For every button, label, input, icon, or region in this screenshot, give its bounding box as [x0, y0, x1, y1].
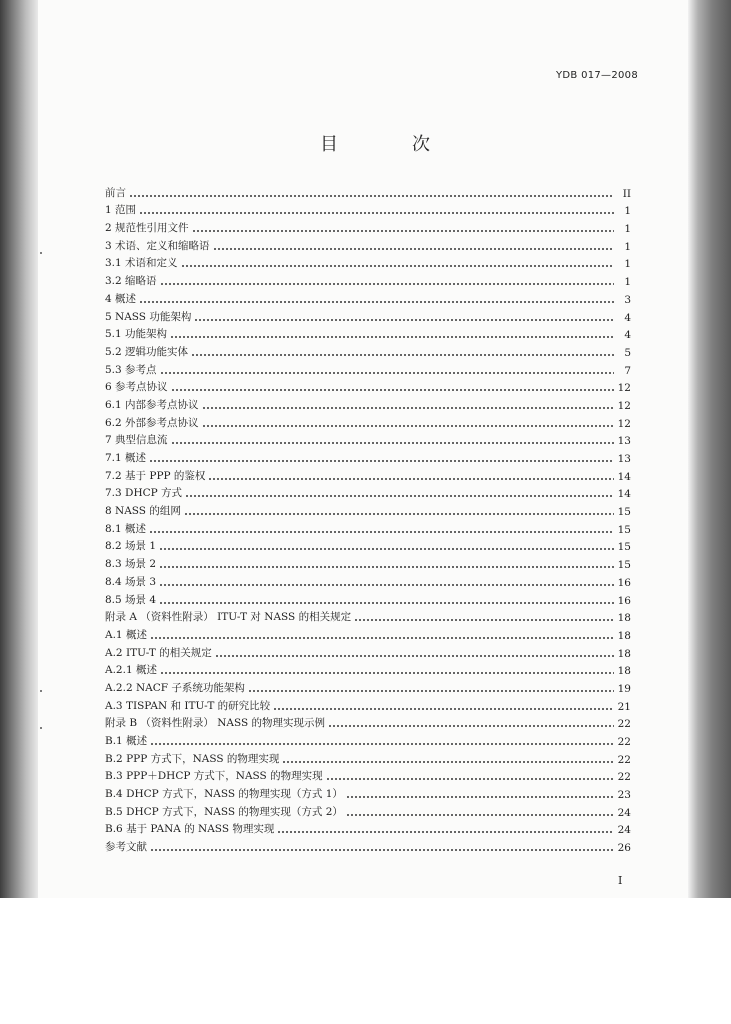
toc-entry-page: 7	[624, 364, 631, 377]
toc-entry-label: 7.2 基于 PPP 的鉴权	[105, 469, 206, 482]
toc-entry-page: 24	[617, 806, 631, 819]
scan-speck	[40, 252, 42, 254]
toc-leader-dots	[202, 407, 614, 409]
toc-leader-dots	[185, 495, 614, 497]
toc-leader-dots	[159, 548, 614, 550]
toc-leader-dots	[328, 725, 614, 727]
toc-entry	[105, 483, 631, 501]
toc-entry-page: 19	[617, 682, 631, 695]
toc-entry-page: 22	[617, 736, 631, 748]
scan-speck	[40, 690, 42, 692]
toc-leader-dots	[160, 372, 614, 374]
scan-shadow-left	[0, 0, 38, 898]
toc-entry-page: 12	[617, 399, 631, 412]
toc-entry-page: 22	[617, 718, 631, 731]
table-of-contents	[105, 182, 631, 854]
toc-entry-page: 15	[617, 559, 631, 572]
toc-entry-page: 18	[617, 665, 631, 678]
toc-entry-label: B.4 DHCP 方式下，NASS 的物理实现（方式 1）	[105, 788, 343, 801]
toc-leader-dots	[273, 708, 614, 710]
toc-entry-label: 6 参考点协议	[105, 381, 168, 394]
toc-entry-page: 15	[617, 506, 631, 519]
toc-entry	[105, 642, 631, 660]
toc-entry-label: 7.3 DHCP 方式	[105, 487, 183, 500]
toc-entry	[105, 624, 631, 642]
title-char-2: 次	[412, 134, 430, 155]
toc-entry-label: A.3 TISPAN 和 ITU-T 的研究比较	[105, 699, 271, 712]
toc-leader-dots	[192, 230, 614, 232]
toc-entry	[105, 589, 631, 607]
toc-entry-label: B.3 PPP＋DHCP 方式下，NASS 的物理实现	[105, 770, 323, 783]
toc-entry	[105, 306, 631, 324]
toc-entry-page: 1	[624, 223, 631, 236]
toc-entry	[105, 182, 631, 200]
toc-entry-label: B.5 DHCP 方式下，NASS 的物理实现（方式 2）	[105, 805, 343, 818]
toc-leader-dots	[159, 584, 614, 586]
toc-entry	[105, 447, 631, 465]
toc-entry-label: 5.2 逻辑功能实体	[105, 345, 189, 358]
toc-leader-dots	[184, 513, 614, 515]
toc-leader-dots	[160, 283, 614, 285]
toc-entry	[105, 270, 631, 288]
toc-entry-label: 6.1 内部参考点协议	[105, 398, 199, 411]
toc-entry-label: 8.5 场景 4	[105, 593, 157, 606]
toc-entry-label: A.1 概述	[105, 628, 147, 641]
toc-entry-label: 6.2 外部参考点协议	[105, 416, 199, 429]
toc-entry-label: 附录 B （资料性附录） NASS 的物理实现示例	[105, 717, 326, 730]
toc-leader-dots	[171, 389, 614, 391]
toc-entry-page: 1	[624, 240, 631, 253]
toc-entry-page: 12	[617, 417, 631, 430]
toc-leader-dots	[150, 743, 614, 745]
toc-entry	[105, 571, 631, 589]
toc-entry-label: A.2.1 概述	[105, 664, 157, 677]
toc-entry-page: 22	[617, 753, 631, 766]
toc-entry-page: 18	[617, 629, 631, 642]
toc-entry-label: 7.1 概述	[105, 452, 147, 464]
toc-leader-dots	[181, 265, 614, 267]
toc-leader-dots	[194, 319, 614, 321]
scan-shadow-right	[688, 0, 731, 898]
toc-leader-dots	[282, 761, 614, 763]
toc-entry-label: 4 概述	[105, 292, 137, 305]
toc-entry-label: 3 术语、定义和缩略语	[105, 239, 210, 252]
toc-entry-page: 4	[624, 329, 631, 342]
toc-entry-page: 4	[624, 311, 631, 324]
toc-leader-dots	[191, 354, 614, 356]
toc-leader-dots	[139, 212, 614, 214]
toc-entry-page: 13	[617, 435, 631, 448]
toc-entry	[105, 253, 631, 271]
toc-entry-page: II	[622, 187, 631, 200]
toc-entry	[105, 518, 631, 536]
page-title	[320, 130, 430, 156]
toc-leader-dots	[139, 301, 614, 303]
toc-leader-dots	[171, 442, 614, 444]
toc-entry	[105, 748, 631, 766]
toc-entry	[105, 766, 631, 784]
toc-entry-label: 8.1 概述	[105, 522, 147, 535]
document-code: YDB 017—2008	[556, 70, 638, 81]
toc-entry-label: 7 典型信息流	[105, 434, 168, 447]
toc-entry	[105, 465, 631, 483]
toc-entry	[105, 695, 631, 713]
toc-entry-label: 参考文献	[105, 841, 147, 854]
toc-entry-page: 18	[617, 612, 631, 625]
toc-entry-page: 1	[624, 205, 631, 218]
toc-entry-label: 8.4 场景 3	[105, 575, 157, 588]
toc-entry-label: A.2 ITU-T 的相关规定	[105, 646, 212, 659]
toc-entry-page: 12	[617, 382, 631, 395]
toc-leader-dots	[160, 672, 614, 674]
toc-leader-dots	[149, 531, 614, 533]
toc-entry-label: 3.1 术语和定义	[105, 257, 178, 270]
toc-entry	[105, 412, 631, 430]
toc-entry-label: 附录 A （资料性附录） ITU-T 对 NASS 的相关规定	[105, 611, 352, 624]
toc-entry-label: 5.3 参考点	[105, 363, 157, 376]
toc-entry-label: 3.2 缩略语	[105, 275, 157, 288]
toc-leader-dots	[208, 478, 614, 480]
toc-entry-label: 2 规范性引用文件	[105, 222, 189, 235]
toc-leader-dots	[215, 655, 614, 657]
toc-entry	[105, 430, 631, 448]
toc-entry-page: 23	[617, 789, 631, 802]
toc-leader-dots	[159, 602, 614, 604]
toc-entry-page: 1	[624, 276, 631, 289]
toc-entry	[105, 660, 631, 678]
toc-leader-dots	[326, 778, 614, 780]
toc-entry	[105, 341, 631, 359]
toc-entry-label: 5.1 功能架构	[105, 328, 168, 341]
toc-entry-page: 24	[617, 824, 631, 837]
toc-entry	[105, 500, 631, 518]
toc-leader-dots	[354, 619, 614, 621]
toc-entry-label: B.2 PPP 方式下，NASS 的物理实现	[105, 752, 280, 765]
toc-entry	[105, 801, 631, 819]
toc-leader-dots	[202, 425, 614, 427]
toc-entry-page: 16	[617, 576, 631, 589]
toc-leader-dots	[277, 831, 614, 833]
toc-entry-page: 14	[617, 488, 631, 501]
toc-entry-label: B.1 概述	[105, 735, 148, 747]
toc-entry-label: 前言	[105, 186, 126, 199]
toc-entry	[105, 377, 631, 395]
toc-leader-dots	[248, 690, 614, 692]
toc-entry-label: 8.3 场景 2	[105, 558, 157, 571]
toc-leader-dots	[150, 849, 614, 851]
toc-entry-page: 15	[617, 523, 631, 536]
toc-leader-dots	[170, 336, 614, 338]
toc-entry	[105, 359, 631, 377]
toc-entry-page: 22	[617, 771, 631, 784]
toc-entry	[105, 200, 631, 218]
toc-entry	[105, 288, 631, 306]
toc-leader-dots	[213, 248, 614, 250]
toc-entry-label: 8 NASS 的组网	[105, 505, 181, 518]
toc-entry	[105, 819, 631, 837]
toc-entry	[105, 730, 631, 748]
toc-leader-dots	[129, 195, 614, 197]
toc-entry-page: 14	[617, 470, 631, 483]
toc-leader-dots	[346, 796, 614, 798]
toc-entry	[105, 553, 631, 571]
toc-entry	[105, 394, 631, 412]
toc-entry-page: 21	[617, 700, 631, 713]
toc-entry-page: 18	[617, 647, 631, 660]
toc-entry-page: 26	[617, 842, 631, 855]
toc-entry-page: 1	[624, 258, 631, 271]
toc-entry	[105, 536, 631, 554]
toc-leader-dots	[149, 460, 614, 462]
toc-leader-dots	[346, 814, 614, 816]
toc-leader-dots	[150, 637, 614, 639]
toc-entry-page: 13	[617, 453, 631, 465]
toc-entry-page: 5	[624, 346, 631, 359]
toc-entry-label: 8.2 场景 1	[105, 540, 157, 553]
toc-entry	[105, 607, 631, 625]
toc-entry-label: 1 范围	[105, 204, 137, 217]
toc-entry-page: 3	[624, 293, 631, 306]
toc-entry	[105, 836, 631, 854]
toc-entry	[105, 783, 631, 801]
toc-entry-page: 15	[617, 541, 631, 554]
toc-entry-page: 16	[617, 594, 631, 607]
toc-leader-dots	[159, 566, 614, 568]
toc-entry-label: A.2.2 NACF 子系统功能架构	[105, 681, 245, 694]
page-number: I	[618, 874, 623, 887]
toc-entry	[105, 677, 631, 695]
toc-entry-label: B.6 基于 PANA 的 NASS 物理实现	[105, 823, 275, 836]
title-char-1: 目	[320, 134, 338, 155]
toc-entry	[105, 235, 631, 253]
toc-entry	[105, 217, 631, 235]
toc-entry	[105, 324, 631, 342]
toc-entry-label: 5 NASS 功能架构	[105, 310, 192, 323]
toc-entry	[105, 713, 631, 731]
scan-speck	[40, 727, 42, 729]
